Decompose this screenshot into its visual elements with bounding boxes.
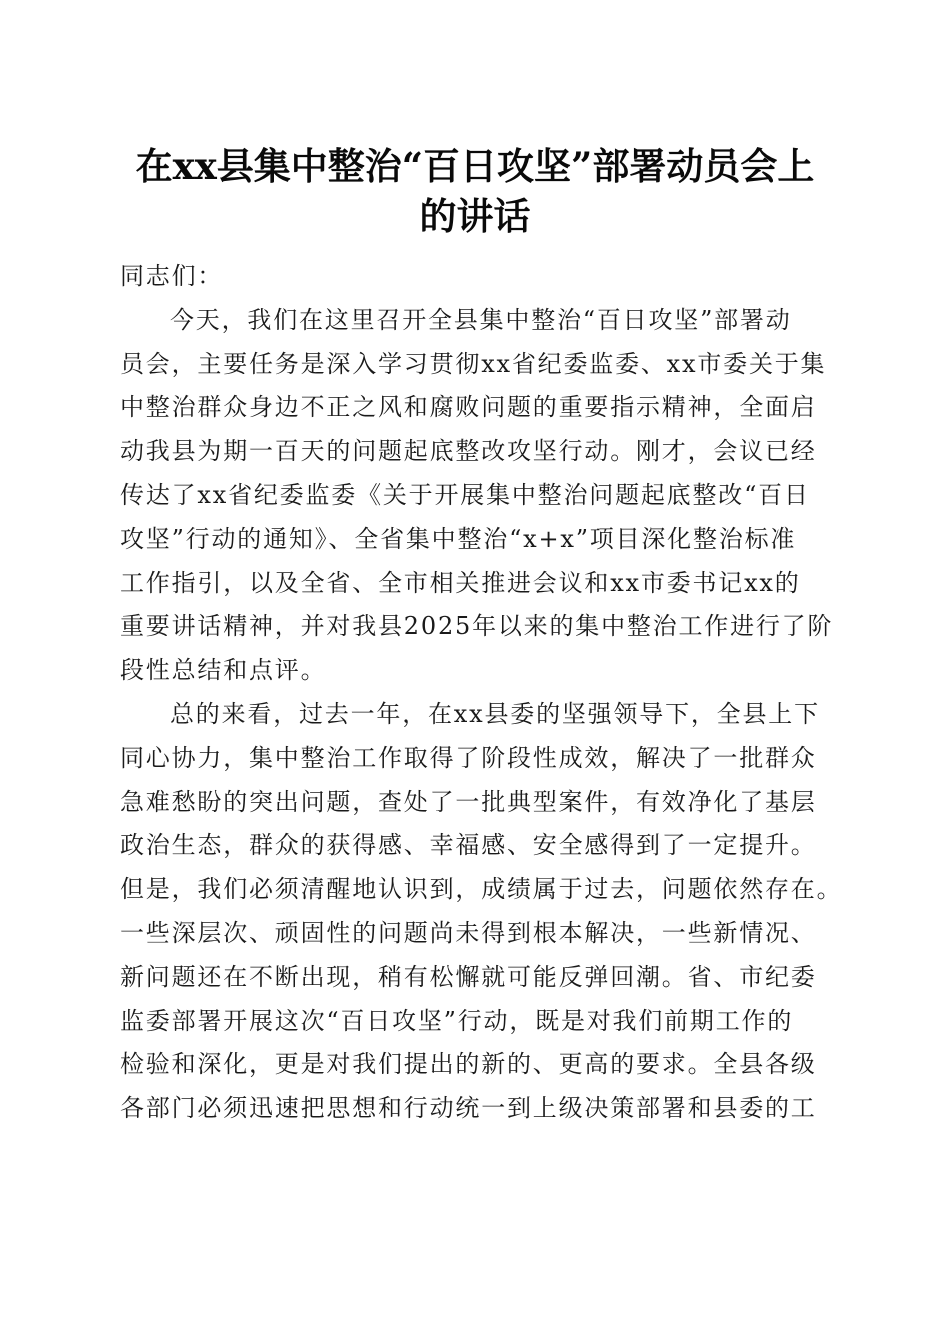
- paragraph-2-line: 一些深层次、顽固性的问题尚未得到根本解决，一些新情况、: [120, 918, 817, 947]
- paragraph-2-line: 同心协力，集中整治工作取得了阶段性成效，解决了一批群众: [120, 743, 817, 772]
- paragraph-2-line: 政治生态，群众的获得感、幸福感、安全感得到了一定提升。: [120, 831, 817, 860]
- document-title-line-2: 的讲话: [419, 194, 531, 238]
- paragraph-1-line: 重要讲话精神，并对我县2025年以来的集中整治工作进行了阶: [120, 612, 834, 641]
- paragraph-2-line: 监委部署开展这次“百日攻坚”行动，既是对我们前期工作的: [120, 1006, 794, 1035]
- paragraph-1-line: 动我县为期一百天的问题起底整改攻坚行动。刚才，会议已经: [120, 437, 817, 466]
- paragraph-1-line: 员会，主要任务是深入学习贯彻xx省纪委监委、xx市委关于集: [120, 349, 827, 378]
- paragraph-2-line: 总的来看，过去一年，在xx县委的坚强领导下，全县上下: [170, 699, 820, 728]
- paragraph-1-line: 工作指引，以及全省、全市相关推进会议和xx市委书记xx的: [120, 568, 801, 597]
- paragraph-1-line: 中整治群众身边不正之风和腐败问题的重要指示精神，全面启: [120, 393, 817, 422]
- salutation: 同志们：: [120, 262, 224, 290]
- paragraph-1-line: 传达了xx省纪委监委《关于开展集中整治问题起底整改“百日: [120, 480, 810, 509]
- document-body: [120, 255, 843, 1131]
- paragraph-1-line: 攻坚”行动的通知》、全省集中整治“x+x”项目深化整治标准: [120, 524, 797, 553]
- paragraph-1-line: 今天，我们在这里召开全县集中整治“百日攻坚”部署动: [170, 305, 792, 334]
- paragraph-2-line: 但是，我们必须清醒地认识到，成绩属于过去，问题依然存在。: [120, 875, 843, 904]
- paragraph-2-line: 新问题还在不断出现，稍有松懈就可能反弹回潮。省、市纪委: [120, 962, 817, 991]
- paragraph-2-line: 急难愁盼的突出问题，查处了一批典型案件，有效净化了基层: [120, 787, 817, 816]
- paragraph-2-line: 检验和深化，更是对我们提出的新的、更高的要求。全县各级: [120, 1050, 817, 1079]
- paragraph-1-line: 段性总结和点评。: [120, 656, 327, 685]
- paragraph-2-line: 各部门必须迅速把思想和行动统一到上级决策部署和县委的工: [120, 1094, 817, 1123]
- document-title-line-1: 在xx县集中整治“百日攻坚”部署动员会上: [135, 144, 815, 188]
